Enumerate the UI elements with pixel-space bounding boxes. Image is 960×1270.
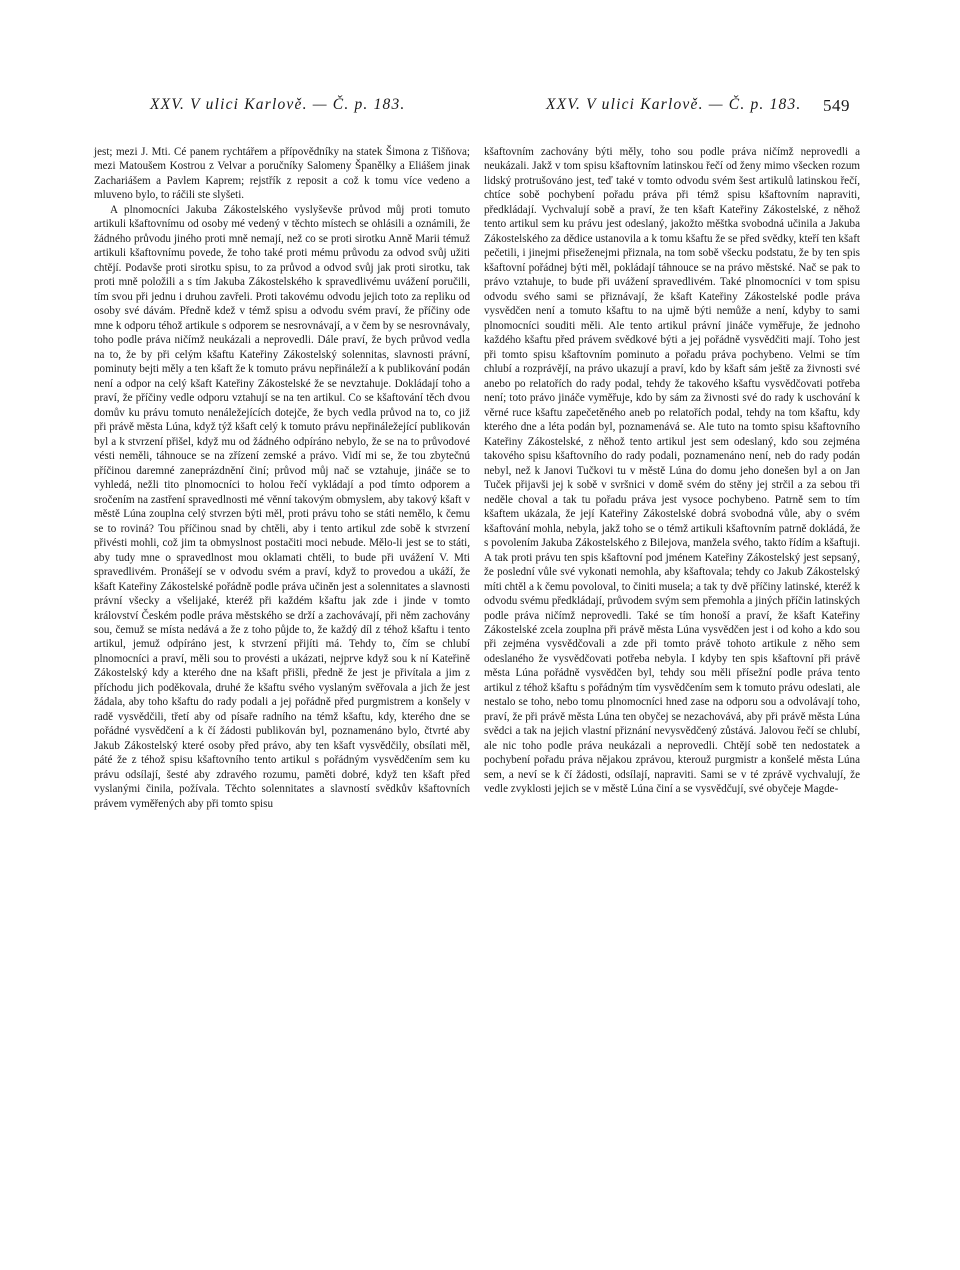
page-number: 549	[823, 96, 850, 115]
right-column	[484, 145, 860, 797]
running-header	[0, 96, 960, 120]
left-paragraph-2: A plnomocníci Jakuba Zákostelského vyslyševše průvod můj proti tomuto artikuli kšaftovnímu od osoby mé vedený v těchto místech se ohlásili a oznámili, že žádného průvodu jiného proti mně nemají, než co se proti sirotku Anně Marii témuž artikuli kšaftovnímu povede, že toho také proti mému průvodu za odvod svůj užiti chtějí. Podavše proti sirotku spisu, to za průvod a odvod svůj jak proti sirotku, tak proti mně položili a s tím Jakuba Zákostelského k spravedlivému uvážení poručili, tím svou při jednu i druhou zavřeli. Proti takovému odvodu jejich toto za repliku od osoby své dávám. Předně kdež v témž spisu a odvodu svém praví, že příčiny ode mne k odporu téhož artikule s odporem se nesrovnávají, a v čem by se nesrovnávaly, toho podle práva ničímž neukázali a neprovedli. Dále praví, že bych průvod vedla na to, že by při celým kšaftu Kateřiny Zákostelský solennitas, slavnosti právní, pominuty bejti měly a ten kšaft že k tomuto právu nepřináleží a k publikování podán není a odpor na celý kšaft Kateřiny Zákostelské že se nevztahuje. Dokládají toho a praví, že příčiny vedle odporu vztahují se na ten artikul. Co se kšaftování těch dvou domův ku právu tomuto nenáležejících dotejče, že bych vedla průvod na to, co již při právě města Lúna, když týž kšaft celý k tomuto právu nepřináležející publikován byl a k stvrzení přišel, když mu od žádného odpíráno nebylo, že se na to průvodové vésti neměli, táhnouce se na zřízení zemské a právo. Vidí mi se, že tou zbytečnú příčinou daremné zaneprázdnění činí; průvod můj nač se vztahuje, jináče se to vyhledá, nežli tito plnomocníci to holou řečí vykládají a pod tímto odporem a sročením na zastření spravedlnosti mé věnní takovým obmyslem, aby takový kšaft v městě Lúna zouplna celý stvrzen býti měl, proti právu toho se státi nemělo, k čemu se to roviná? Tou příčinou snad by chtěli, aby i tento artikul zde sobě k stvrzení přivésti mohli, což jim ta obmyslnost postačiti moci nebude. Mělo-li jest se to státi, aby tudy mne o spravedlnost mou oklamati chtěli, to bude při uvážení V. Mti spravedlivém. Pronášejí se v odvodu svém a praví, když to provedou a ukáží, že kšaft Kateřiny Zákostelské pořádně podle práva učiněn jest a solennitates a slavnosti právní všecky a všelijaké, kteréž při každém kšaftu jak zde i jinde v tomto království Českém podle práva městského se drží a zachovávají, při něm zachovány sou, čemuž se místa nedává a že z toho půjde to, že každý díl z téhož kšaftu i tento artikul, jemuž odpíráno jest, k stvrzení přijíti má. Tehdy to, čím se chlubí plnomocníci a praví, měli sou to provésti a ukázati, nejprve když sou k ní Kateřině Zákostelský kdy a kterého dne na kšaft přišli, předně že jest je přivítala a jim z příchodu jich poděkovala, druhé že kšaftu svého vyslaným svěřovala a jich že jest žádala, aby toho kšaftu do rady podali a jej pořádně před purgmistrem a konšely v radě vysvědčili, třetí aby od písaře radního na témž kšaftu, kdy, kterého dne se pořádné vysvědčení a k čí žádosti publikován byl, poznamenáno bylo, čtvrté aby Jakub Zákostelský které osoby před právo, aby ten kšaft vysvědčily, obsílati měl, páté že z téhož spisu kšaftovního tento artikul s pořádným vysvědčením sem ku právu odsílají, šesté aby zdravého rozumu, paměti dobré, když ten kšaft před vyslanými činila, požívala. Těchto solennitates a slavností svědkův kšaftovních právem vyměřených aby při tomto spisu	[94, 203, 470, 810]
right-paragraph-1: kšaftovním zachovány býti měly, toho sou podle práva ničímž neprovedli a neukázali. Jakž v tom spisu kšaftovním latinskou řečí od ženy mimo všecken rozum lidský protrušováno jest, teď také v tomto odvodu svém šest artikulů latinskou řečí, chtíce sobě pochybení pořadu práva při témž spisu kšaftovním napraviti, předkládají. Vychvalují sobě a praví, že ten kšaft Kateřiny Zákostelské, z něhož tento artikul sem ku právu jest odeslaný, jakožto měštka svobodná učinila a Jakuba Zákostelského za dědice ustanovila a k tomu kšaftu že se před svědky, kteří ten kšaft pečetili, i jinejmi přiseženejmi přiznala, na tom sobě všecku podstatu, že by ten spis kšaftovní pořádnej býti měl, pokládají táhnouce se na právo městské. Nač se pak to právo vztahuje, to bude při uvážení spravedlivém. Také plnomocníci v tom spisu odvodu svého sami se přiznávají, že kšaft Kateřiny Zákostelské podle práva vysvědčen není a tomuto kšaftu to na ujmě býti nemůže a není, kdyby to sami plnomocníci souditi měli. Ale tento artikul právní jináče vyměřuje, že jednoho každého kšaftu před právem svědkové býti a jej pořádně vysvědčiti mají. Toho jest při tomto spisu kšaftovním pominuto a pořadu práva pochybeno. Velmi se tím chlubí a rozprávějí, na právo ukazují a praví, kdo by kšaft sám ještě za živnosti své anebo po relatořích do rady podal, tehdy že takového kšaftu vysvědčovati potřeba není; toto právo jináče vyměřuje, kdo by sám za živnosti své do rady k uschování k věrné ruce kšaftu zapečetěného aneb po relatořích podal, tehdy na tom kšaftu, kdy kterého dne a léta podán byl, poznamenává se. Ale tuto na tomto spisu kšaftovního Kateřiny Zákostelské, z něhož tento artikul jest sem odeslaný, kdo sou zejména takového spisu kšaftovního do rady podali, poznamenáno není, neb do rady podán nebyl, než k Janovi Tučkovi tu v městě Lúna do domu jeho donešen byl a on Jan Tuček přijavši jej k sobě v svršnici v domě svém do stěny jej strčil a za sebou tři neděle choval a tak tu pořadu práva jest vysoce pochybeno. Patrně sem to tím kšaftem ukázala, že její Kateřiny Zákostelské dobrá svobodná vůle, aby o svém kšaftování mohla, nebyla, jakž toho se o témž artikuli kšaftovním patrně dokládá, že s povolením Jakuba Zákostelského z Bilejova, manžela svého, takto řídím a kšaftuji. A tak proti právu ten spis kšaftovní pod jménem Kateřiny Zákostelský jest sepsaný, že poslední vůle své vykonati nemohla, aby kšaftovala; tehdy co Jakub Zákostelský míti chtěl a k čemu povoloval, to činiti musela; a tak ty dvě příčiny latinské, kteréž k odvodu svému předkládají, průvodem svým sem přemohla a jiných příčin latinských podle práva ničímž neprovedli. Také se tím honoší a praví, že kšaft Kateřiny Zákostelské zcela zouplna při právě města Lúna vysvědčen jest i od koho a kdo sou při zejména vysvědčovali a zde při tomto právě tohoto artikule z něho sem odeslaného že vysvědčovati potřeba nebyla. I kdyby ten spis kšaftovní při právě města Lúna pořádně vysvědčen byl, tehdy sou měli přísežní podle práva tento artikul z téhož kšaftu s pořádným tím vysvědčením sem k tomuto právu odeslati, ale nestalo se toho, nebo tomu plnomocníci hned zase na odporu sou a odvolávají toho, praví, že při právě města Lúna ten obyčej se nezachovává, aby při právě města Lúna svědci a tak na jejich vlastní přiznání nevysvědčený zůstává. Jalovou řečí se chlubí, ale nic toho podle práva neukázali a neprovedli. Chtějí sobě ten nedostatek a pochybení pořadu práva nějakou zprávou, kterouž purgmistr a konšelé města Lúna sem, a neví se k čí žádosti, odsílají, napraviti. Sami se v té zprávě vychvalují, že vedle zvyklosti jejich se v městě Lúna činí a se vysvědčují, své obyčeje Magde-	[484, 146, 860, 796]
header-left-title: XXV. V ulici Karlově. — Č. p. 183.	[150, 96, 406, 113]
left-paragraph-1: jest; mezi J. Mti. Cé panem rychtářem a přípovědníky na statek Šimona z Tišňova; mezi Matoušem Kostrou z Velvar a poručníky Salomeny Španělky a Eliášem jinak Zachariášem a Pavlem Kaprem; rejstřík z reposit a což k tomu více vedeno a mluveno bylo, to ráčili ste slyšeti.	[94, 146, 470, 202]
left-column	[94, 145, 470, 811]
header-right-title: XXV. V ulici Karlově. — Č. p. 183.	[546, 96, 802, 113]
